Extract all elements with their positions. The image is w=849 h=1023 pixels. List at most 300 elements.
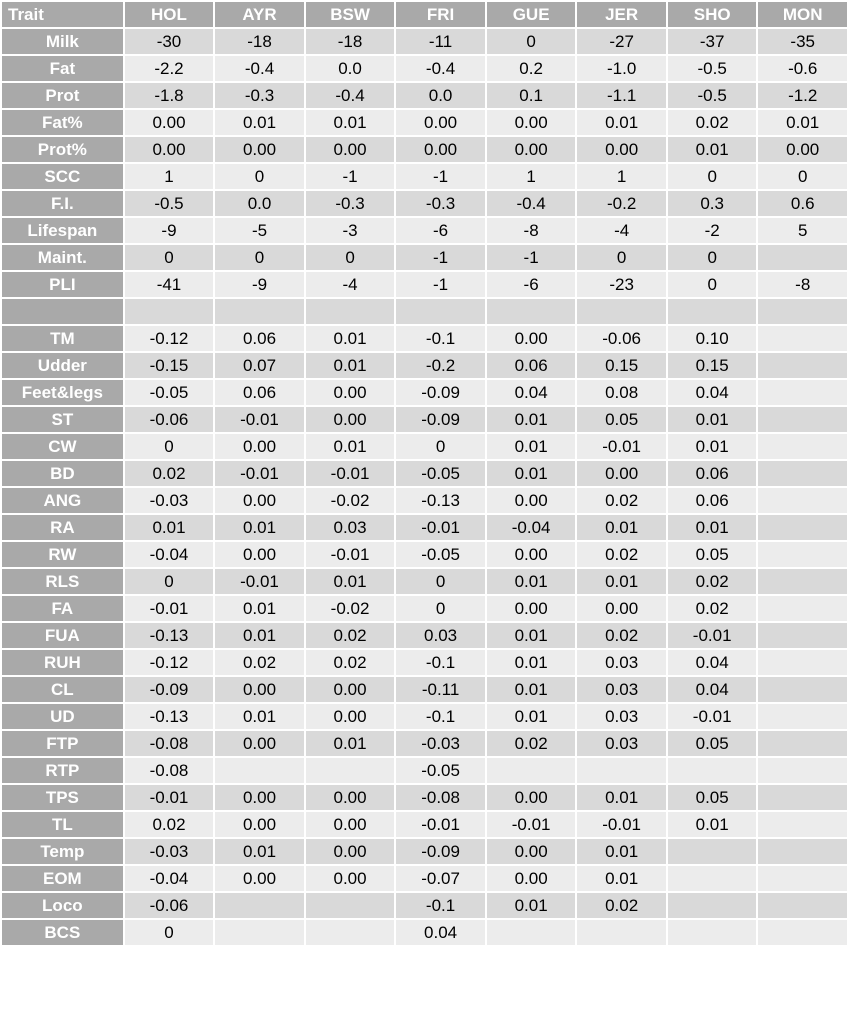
row-label: Loco xyxy=(2,893,123,918)
value-cell: 0.01 xyxy=(215,110,304,135)
value-cell: -0.03 xyxy=(125,839,214,864)
value-cell: 0.15 xyxy=(668,353,757,378)
value-cell: -0.5 xyxy=(125,191,214,216)
table-row xyxy=(2,596,847,621)
value-cell: -1.0 xyxy=(577,56,666,81)
row-label: Milk xyxy=(2,29,123,54)
value-cell xyxy=(758,299,847,324)
value-cell: -1 xyxy=(487,245,576,270)
value-cell: 0.01 xyxy=(215,515,304,540)
value-cell: 0.01 xyxy=(487,461,576,486)
value-cell: 0.3 xyxy=(668,191,757,216)
table-row xyxy=(2,272,847,297)
value-cell: -1 xyxy=(306,164,395,189)
value-cell: -11 xyxy=(396,29,485,54)
row-label: SCC xyxy=(2,164,123,189)
value-cell: 0.00 xyxy=(487,839,576,864)
value-cell: 0.01 xyxy=(306,353,395,378)
column-header-gue: GUE xyxy=(487,2,576,27)
value-cell: -0.08 xyxy=(125,731,214,756)
value-cell: -0.03 xyxy=(396,731,485,756)
value-cell xyxy=(758,758,847,783)
value-cell: -0.09 xyxy=(396,380,485,405)
row-label: Prot xyxy=(2,83,123,108)
value-cell: 0.01 xyxy=(487,704,576,729)
value-cell: 0.01 xyxy=(758,110,847,135)
table-row xyxy=(2,839,847,864)
table-row xyxy=(2,137,847,162)
value-cell: 0.00 xyxy=(215,731,304,756)
value-cell: -0.01 xyxy=(215,569,304,594)
value-cell xyxy=(758,704,847,729)
value-cell: -0.02 xyxy=(306,596,395,621)
value-cell: -0.5 xyxy=(668,56,757,81)
value-cell: 0.04 xyxy=(668,650,757,675)
table-header xyxy=(2,2,847,27)
value-cell: 0 xyxy=(125,920,214,945)
value-cell: -8 xyxy=(487,218,576,243)
value-cell xyxy=(758,407,847,432)
value-cell: 0.03 xyxy=(577,731,666,756)
value-cell: -1 xyxy=(396,272,485,297)
column-header-hol: HOL xyxy=(125,2,214,27)
value-cell: -0.02 xyxy=(306,488,395,513)
value-cell: 0.01 xyxy=(215,704,304,729)
table-row xyxy=(2,515,847,540)
value-cell: 0.00 xyxy=(487,866,576,891)
value-cell: 0 xyxy=(668,245,757,270)
value-cell: 0.00 xyxy=(215,677,304,702)
value-cell xyxy=(758,893,847,918)
row-label: Prot% xyxy=(2,137,123,162)
table-row xyxy=(2,380,847,405)
value-cell: 0.01 xyxy=(668,407,757,432)
value-cell: 0.04 xyxy=(487,380,576,405)
value-cell: -0.09 xyxy=(125,677,214,702)
value-cell: 0.0 xyxy=(306,56,395,81)
value-cell: 0.00 xyxy=(487,326,576,351)
value-cell: 0.06 xyxy=(668,488,757,513)
value-cell: 0.01 xyxy=(306,110,395,135)
value-cell xyxy=(306,893,395,918)
value-cell: 0.01 xyxy=(306,569,395,594)
value-cell: -0.05 xyxy=(396,542,485,567)
table-row xyxy=(2,731,847,756)
value-cell: 0 xyxy=(215,164,304,189)
value-cell: 0.1 xyxy=(487,83,576,108)
value-cell: 0.05 xyxy=(668,785,757,810)
value-cell: -3 xyxy=(306,218,395,243)
value-cell: -23 xyxy=(577,272,666,297)
value-cell: -0.05 xyxy=(396,461,485,486)
value-cell: 0.02 xyxy=(668,596,757,621)
table-row xyxy=(2,218,847,243)
value-cell: 0.00 xyxy=(487,596,576,621)
value-cell: -2 xyxy=(668,218,757,243)
value-cell: 0.01 xyxy=(577,110,666,135)
value-cell: 0.03 xyxy=(306,515,395,540)
value-cell: 0.00 xyxy=(306,785,395,810)
value-cell: 0.01 xyxy=(577,785,666,810)
value-cell: -0.3 xyxy=(215,83,304,108)
value-cell xyxy=(577,920,666,945)
table-row xyxy=(2,785,847,810)
value-cell xyxy=(758,812,847,837)
value-cell: 0.01 xyxy=(306,326,395,351)
table-row xyxy=(2,650,847,675)
row-label: Udder xyxy=(2,353,123,378)
value-cell: 0.02 xyxy=(668,569,757,594)
value-cell: 0.00 xyxy=(215,812,304,837)
value-cell: -0.09 xyxy=(396,839,485,864)
value-cell: 0.03 xyxy=(577,650,666,675)
value-cell: 0.01 xyxy=(125,515,214,540)
value-cell: 0.6 xyxy=(758,191,847,216)
value-cell: -0.01 xyxy=(668,623,757,648)
value-cell: 0.00 xyxy=(306,677,395,702)
value-cell: -0.03 xyxy=(125,488,214,513)
row-label: CL xyxy=(2,677,123,702)
value-cell: -0.01 xyxy=(396,812,485,837)
value-cell xyxy=(487,920,576,945)
value-cell: 0 xyxy=(125,569,214,594)
value-cell: 0.02 xyxy=(306,650,395,675)
value-cell xyxy=(758,380,847,405)
value-cell: -0.04 xyxy=(487,515,576,540)
value-cell: 0.00 xyxy=(215,488,304,513)
value-cell: 0 xyxy=(396,569,485,594)
value-cell xyxy=(487,299,576,324)
row-label: CW xyxy=(2,434,123,459)
value-cell: -27 xyxy=(577,29,666,54)
table-row xyxy=(2,488,847,513)
value-cell: 0.06 xyxy=(668,461,757,486)
value-cell xyxy=(758,785,847,810)
value-cell: 0.03 xyxy=(577,677,666,702)
value-cell: 0.01 xyxy=(487,434,576,459)
value-cell: -0.1 xyxy=(396,650,485,675)
value-cell: -37 xyxy=(668,29,757,54)
value-cell: 0.01 xyxy=(487,407,576,432)
table-body xyxy=(2,29,847,945)
row-label: FA xyxy=(2,596,123,621)
value-cell: 0.00 xyxy=(306,812,395,837)
value-cell: 0.01 xyxy=(668,434,757,459)
value-cell: 0.01 xyxy=(215,623,304,648)
row-label: Fat xyxy=(2,56,123,81)
header-row xyxy=(2,2,847,27)
row-label: UD xyxy=(2,704,123,729)
value-cell: 0.02 xyxy=(215,650,304,675)
value-cell: -8 xyxy=(758,272,847,297)
column-header-bsw: BSW xyxy=(306,2,395,27)
value-cell: 0 xyxy=(668,272,757,297)
value-cell: -0.06 xyxy=(125,407,214,432)
column-header-sho: SHO xyxy=(668,2,757,27)
value-cell: -0.05 xyxy=(396,758,485,783)
value-cell xyxy=(758,677,847,702)
column-header-jer: JER xyxy=(577,2,666,27)
value-cell: -0.2 xyxy=(396,353,485,378)
value-cell: 1 xyxy=(125,164,214,189)
value-cell: -30 xyxy=(125,29,214,54)
value-cell xyxy=(306,758,395,783)
value-cell: 0.01 xyxy=(215,839,304,864)
value-cell: -0.09 xyxy=(396,407,485,432)
value-cell: 0.01 xyxy=(577,569,666,594)
value-cell: 0.01 xyxy=(487,893,576,918)
value-cell: -41 xyxy=(125,272,214,297)
value-cell: -0.1 xyxy=(396,893,485,918)
table-row xyxy=(2,110,847,135)
value-cell: 5 xyxy=(758,218,847,243)
value-cell: -2.2 xyxy=(125,56,214,81)
value-cell: -18 xyxy=(306,29,395,54)
value-cell: 0.00 xyxy=(487,110,576,135)
value-cell: -0.2 xyxy=(577,191,666,216)
value-cell: 0.02 xyxy=(577,623,666,648)
value-cell: -9 xyxy=(215,272,304,297)
value-cell: 0.00 xyxy=(487,785,576,810)
value-cell: 0 xyxy=(396,434,485,459)
row-label: RTP xyxy=(2,758,123,783)
table-row xyxy=(2,191,847,216)
value-cell: 0.00 xyxy=(577,137,666,162)
value-cell: -0.01 xyxy=(577,812,666,837)
value-cell xyxy=(758,596,847,621)
value-cell: -0.01 xyxy=(487,812,576,837)
value-cell: 0.0 xyxy=(396,83,485,108)
table-row xyxy=(2,623,847,648)
value-cell: -0.6 xyxy=(758,56,847,81)
value-cell: 0.00 xyxy=(215,137,304,162)
value-cell xyxy=(758,866,847,891)
row-label xyxy=(2,299,123,324)
value-cell: 0.00 xyxy=(215,866,304,891)
column-header-mon: MON xyxy=(758,2,847,27)
value-cell: -0.1 xyxy=(396,326,485,351)
value-cell: -6 xyxy=(396,218,485,243)
value-cell xyxy=(758,569,847,594)
value-cell: -0.01 xyxy=(215,407,304,432)
value-cell: -0.01 xyxy=(306,461,395,486)
row-label: FTP xyxy=(2,731,123,756)
value-cell: 0.04 xyxy=(668,677,757,702)
value-cell: -0.01 xyxy=(396,515,485,540)
column-header-trait: Trait xyxy=(2,2,123,27)
value-cell xyxy=(668,893,757,918)
table-row xyxy=(2,920,847,945)
table-row xyxy=(2,164,847,189)
value-cell: 0.00 xyxy=(758,137,847,162)
value-cell: -0.12 xyxy=(125,326,214,351)
row-label: RLS xyxy=(2,569,123,594)
value-cell: 0.01 xyxy=(668,812,757,837)
value-cell: 0.02 xyxy=(125,812,214,837)
value-cell: 0.01 xyxy=(577,866,666,891)
value-cell xyxy=(577,299,666,324)
value-cell xyxy=(668,839,757,864)
value-cell: 0.10 xyxy=(668,326,757,351)
value-cell: -0.13 xyxy=(125,704,214,729)
value-cell xyxy=(125,299,214,324)
value-cell: 0.00 xyxy=(215,785,304,810)
value-cell: 1 xyxy=(577,164,666,189)
value-cell: 0.02 xyxy=(668,110,757,135)
value-cell: 0 xyxy=(215,245,304,270)
table-row xyxy=(2,461,847,486)
value-cell xyxy=(758,326,847,351)
value-cell xyxy=(758,461,847,486)
value-cell: -0.13 xyxy=(125,623,214,648)
value-cell: -0.01 xyxy=(306,542,395,567)
value-cell xyxy=(758,920,847,945)
value-cell: 0.01 xyxy=(577,839,666,864)
row-label: BCS xyxy=(2,920,123,945)
value-cell: -0.01 xyxy=(125,596,214,621)
value-cell: 0 xyxy=(487,29,576,54)
value-cell xyxy=(396,299,485,324)
value-cell: 0.05 xyxy=(577,407,666,432)
table-row xyxy=(2,893,847,918)
value-cell xyxy=(215,920,304,945)
column-header-fri: FRI xyxy=(396,2,485,27)
table-row xyxy=(2,812,847,837)
value-cell: 1 xyxy=(487,164,576,189)
value-cell: 0.06 xyxy=(215,380,304,405)
value-cell xyxy=(758,623,847,648)
value-cell: 0.00 xyxy=(125,137,214,162)
row-label: Maint. xyxy=(2,245,123,270)
value-cell: 0.04 xyxy=(396,920,485,945)
value-cell: 0.01 xyxy=(577,515,666,540)
value-cell: -0.13 xyxy=(396,488,485,513)
row-label: TM xyxy=(2,326,123,351)
value-cell: 0.00 xyxy=(487,488,576,513)
value-cell: 0.00 xyxy=(487,137,576,162)
value-cell: -1 xyxy=(396,245,485,270)
value-cell xyxy=(758,434,847,459)
value-cell xyxy=(215,299,304,324)
row-label: RW xyxy=(2,542,123,567)
table-row xyxy=(2,542,847,567)
table-row xyxy=(2,29,847,54)
value-cell: 0.06 xyxy=(487,353,576,378)
value-cell: -0.01 xyxy=(125,785,214,810)
value-cell: 0.02 xyxy=(577,488,666,513)
value-cell: -0.04 xyxy=(125,866,214,891)
value-cell: -1.8 xyxy=(125,83,214,108)
value-cell: -0.4 xyxy=(396,56,485,81)
value-cell: -9 xyxy=(125,218,214,243)
value-cell: 0.00 xyxy=(487,542,576,567)
value-cell: -4 xyxy=(306,272,395,297)
row-label: Lifespan xyxy=(2,218,123,243)
row-label: Feet&legs xyxy=(2,380,123,405)
row-label: F.I. xyxy=(2,191,123,216)
value-cell xyxy=(668,758,757,783)
value-cell: -0.01 xyxy=(577,434,666,459)
value-cell: -0.1 xyxy=(396,704,485,729)
row-label: Fat% xyxy=(2,110,123,135)
row-label: RUH xyxy=(2,650,123,675)
row-label: Temp xyxy=(2,839,123,864)
value-cell xyxy=(758,245,847,270)
value-cell xyxy=(758,353,847,378)
value-cell xyxy=(758,839,847,864)
value-cell: -0.11 xyxy=(396,677,485,702)
value-cell: 0.00 xyxy=(306,866,395,891)
table-row xyxy=(2,56,847,81)
value-cell: 0.2 xyxy=(487,56,576,81)
value-cell: 0.08 xyxy=(577,380,666,405)
value-cell: -35 xyxy=(758,29,847,54)
value-cell: -0.08 xyxy=(125,758,214,783)
value-cell: -0.15 xyxy=(125,353,214,378)
value-cell: 0.02 xyxy=(306,623,395,648)
table-row xyxy=(2,569,847,594)
value-cell xyxy=(668,299,757,324)
value-cell: -5 xyxy=(215,218,304,243)
table-row xyxy=(2,326,847,351)
table-row xyxy=(2,407,847,432)
table-row xyxy=(2,299,847,324)
value-cell xyxy=(215,893,304,918)
value-cell: 0.00 xyxy=(306,407,395,432)
value-cell: 0.03 xyxy=(396,623,485,648)
value-cell: 0.02 xyxy=(577,893,666,918)
row-label: FUA xyxy=(2,623,123,648)
value-cell: 0.00 xyxy=(306,137,395,162)
value-cell: 0.07 xyxy=(215,353,304,378)
value-cell: 0.0 xyxy=(215,191,304,216)
value-cell: 0.01 xyxy=(487,650,576,675)
value-cell: 0.01 xyxy=(487,623,576,648)
value-cell: 0.01 xyxy=(668,515,757,540)
row-label: TPS xyxy=(2,785,123,810)
row-label: ANG xyxy=(2,488,123,513)
value-cell: 0.00 xyxy=(396,110,485,135)
value-cell: 0.06 xyxy=(215,326,304,351)
value-cell: 0 xyxy=(396,596,485,621)
value-cell xyxy=(215,758,304,783)
column-header-ayr: AYR xyxy=(215,2,304,27)
value-cell: 0.01 xyxy=(487,677,576,702)
value-cell xyxy=(668,866,757,891)
table-row xyxy=(2,83,847,108)
row-label: TL xyxy=(2,812,123,837)
value-cell xyxy=(758,515,847,540)
value-cell: 0.04 xyxy=(668,380,757,405)
table-row xyxy=(2,758,847,783)
value-cell: 0.05 xyxy=(668,731,757,756)
value-cell: 0.00 xyxy=(306,380,395,405)
value-cell: 0 xyxy=(125,245,214,270)
value-cell xyxy=(487,758,576,783)
table-row xyxy=(2,434,847,459)
value-cell: 0 xyxy=(125,434,214,459)
value-cell: 0.01 xyxy=(306,434,395,459)
value-cell: -0.4 xyxy=(215,56,304,81)
value-cell xyxy=(758,542,847,567)
value-cell: -0.08 xyxy=(396,785,485,810)
value-cell: -1.1 xyxy=(577,83,666,108)
table-row xyxy=(2,704,847,729)
value-cell: -0.01 xyxy=(215,461,304,486)
value-cell: 0.00 xyxy=(306,704,395,729)
value-cell xyxy=(758,488,847,513)
table-row xyxy=(2,353,847,378)
